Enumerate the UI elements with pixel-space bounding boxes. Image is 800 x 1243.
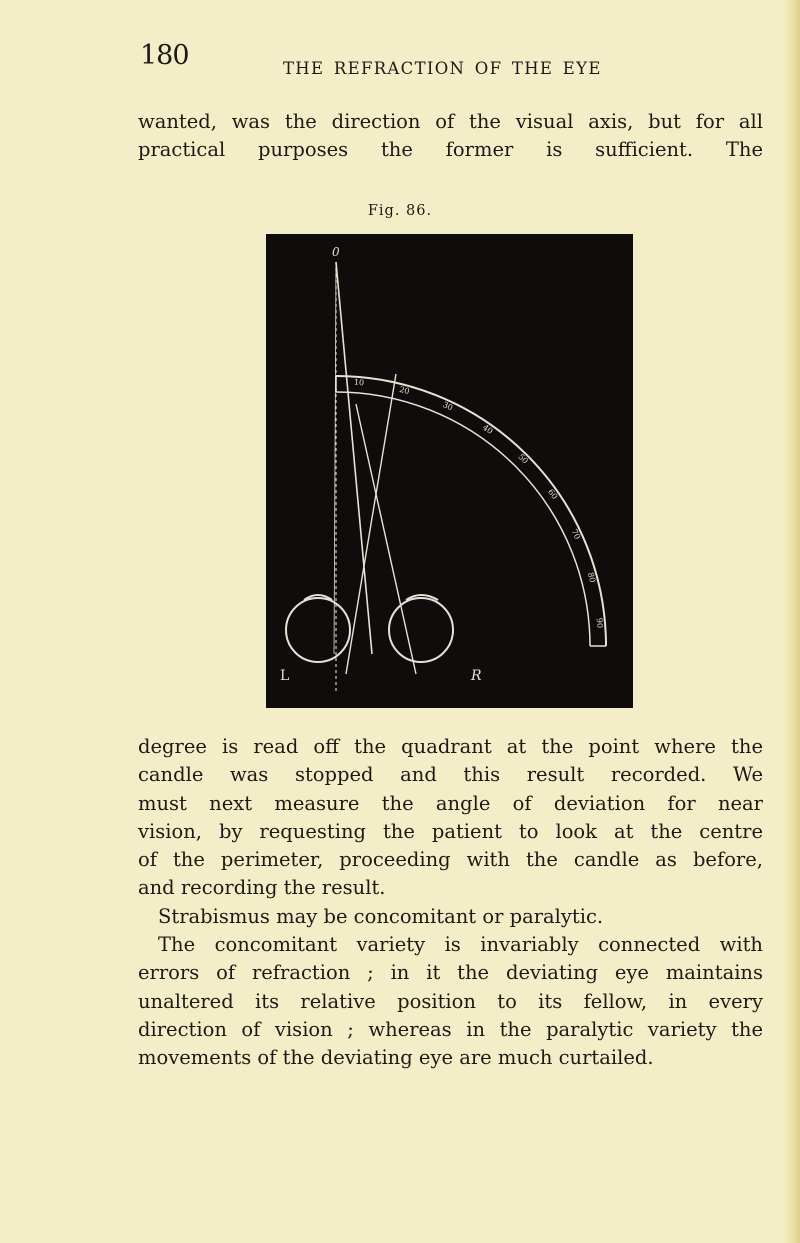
top-label: 0 (332, 245, 340, 259)
text-line: of the perimeter, proceeding with the candle as before, (138, 848, 763, 872)
figure-caption: Fig. 86. (367, 203, 433, 219)
figure-background (266, 234, 633, 708)
scale-number: 90 (594, 617, 605, 629)
text-line: errors of refraction ; in it the deviating eye maintains (138, 961, 763, 985)
page-number: 180 (140, 40, 189, 71)
body-paragraph-1 (138, 733, 763, 1073)
scale-number: 40 (480, 422, 495, 436)
text-line: movements of the deviating eye are much curtailed. (138, 1046, 654, 1070)
page-edge (782, 0, 800, 1243)
text-line: Strabismus may be concomitant or paralytic. (158, 904, 604, 928)
figure-86 (266, 234, 633, 708)
scale-number: 10 (353, 377, 365, 388)
scale-number: 20 (398, 384, 411, 397)
running-head: THE REFRACTION OF THE EYE (283, 59, 602, 78)
text-line: unaltered its relative position to its fellow, in every (138, 989, 763, 1013)
left-eye-label: L (280, 668, 290, 684)
scale-number: 80 (585, 571, 598, 584)
text-line: wanted, was the direction of the visual axis, but for all (138, 110, 763, 133)
scale-number: 50 (516, 452, 530, 466)
text-line: The concomitant variety is invariably connected with (158, 933, 763, 957)
text-line: candle was stopped and this result recorded. We (138, 763, 763, 787)
page-header (130, 40, 770, 80)
scale-number: 60 (546, 487, 560, 502)
top-paragraph (138, 108, 763, 165)
text-line: direction of vision ; whereas in the paralytic variety the (138, 1017, 763, 1041)
text-line: degree is read off the quadrant at the point where the (138, 735, 763, 758)
text-line: practical purposes the former is sufficient. The (138, 138, 763, 162)
text-line: vision, by requesting the patient to look at the centre (138, 819, 763, 843)
perimeter-diagram (266, 234, 633, 708)
text-line: and recording the result. (138, 876, 386, 900)
scale-number: 30 (441, 400, 455, 413)
text-line: must next measure the angle of deviation for near (138, 791, 763, 815)
right-eye-label: R (471, 668, 482, 684)
scale-number: 70 (569, 527, 582, 541)
